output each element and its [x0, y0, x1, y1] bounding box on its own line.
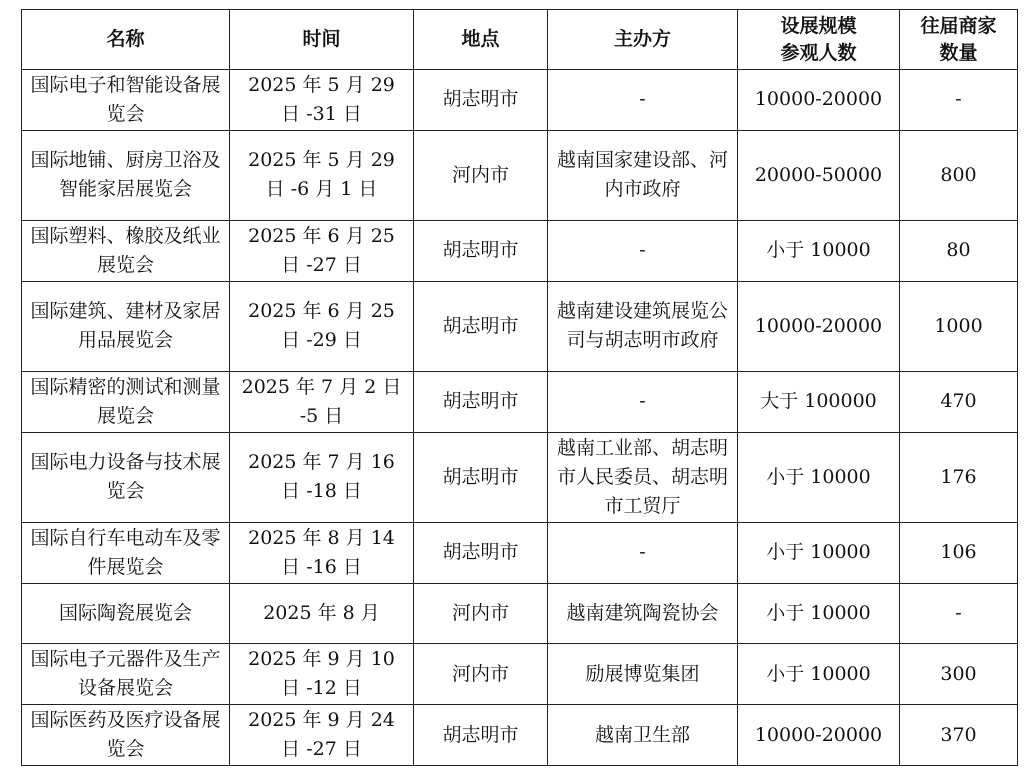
cell-exhibitors: 370: [900, 705, 1018, 766]
cell-time: 2025 年 6 月 25 日 -27 日: [230, 220, 414, 281]
cell-exhibitors: 1000: [900, 281, 1018, 371]
cell-name: 国际陶瓷展览会: [22, 583, 230, 644]
cell-time: 2025 年 8 月 14 日 -16 日: [230, 522, 414, 583]
cell-exhibitors: -: [900, 583, 1018, 644]
cell-location: 胡志明市: [414, 522, 548, 583]
cell-time: 2025 年 7 月 2 日 -5 日: [230, 371, 414, 432]
cell-time: 2025 年 5 月 29 日 -6 月 1 日: [230, 130, 414, 220]
header-time: 时间: [230, 10, 414, 70]
cell-organizer: 励展博览集团: [548, 644, 738, 705]
cell-visitors: 小于 10000: [738, 522, 900, 583]
cell-exhibitors: -: [900, 70, 1018, 131]
cell-visitors: 10000-20000: [738, 705, 900, 766]
cell-visitors: 小于 10000: [738, 432, 900, 522]
cell-organizer: 越南建设建筑展览公司与胡志明市政府: [548, 281, 738, 371]
cell-exhibitors: 470: [900, 371, 1018, 432]
cell-name: 国际精密的测试和测量展览会: [22, 371, 230, 432]
cell-location: 胡志明市: [414, 70, 548, 131]
cell-organizer: -: [548, 371, 738, 432]
cell-location: 胡志明市: [414, 705, 548, 766]
cell-location: 胡志明市: [414, 371, 548, 432]
table-row: [22, 130, 1018, 220]
cell-organizer: -: [548, 220, 738, 281]
cell-exhibitors: 176: [900, 432, 1018, 522]
expo-table: [21, 9, 1018, 766]
cell-location: 河内市: [414, 583, 548, 644]
cell-name: 国际医药及医疗设备展览会: [22, 705, 230, 766]
header-name: 名称: [22, 10, 230, 70]
cell-organizer: 越南卫生部: [548, 705, 738, 766]
cell-time: 2025 年 7 月 16 日 -18 日: [230, 432, 414, 522]
cell-organizer: -: [548, 70, 738, 131]
cell-name: 国际塑料、橡胶及纸业展览会: [22, 220, 230, 281]
cell-exhibitors: 300: [900, 644, 1018, 705]
table-row: [22, 705, 1018, 766]
cell-visitors: 小于 10000: [738, 583, 900, 644]
cell-location: 河内市: [414, 644, 548, 705]
cell-exhibitors: 80: [900, 220, 1018, 281]
header-visitors: 设展规模 参观人数: [738, 10, 900, 70]
cell-visitors: 小于 10000: [738, 644, 900, 705]
cell-visitors: 10000-20000: [738, 70, 900, 131]
cell-name: 国际电子元器件及生产设备展览会: [22, 644, 230, 705]
cell-visitors: 小于 10000: [738, 220, 900, 281]
header-organizer: 主办方: [548, 10, 738, 70]
header-exhibitors: 往届商家 数量: [900, 10, 1018, 70]
cell-time: 2025 年 8 月: [230, 583, 414, 644]
table-row: [22, 432, 1018, 522]
cell-location: 胡志明市: [414, 281, 548, 371]
cell-time: 2025 年 6 月 25 日 -29 日: [230, 281, 414, 371]
table-row: [22, 522, 1018, 583]
cell-exhibitors: 106: [900, 522, 1018, 583]
cell-time: 2025 年 5 月 29 日 -31 日: [230, 70, 414, 131]
cell-time: 2025 年 9 月 10 日 -12 日: [230, 644, 414, 705]
cell-visitors: 大于 100000: [738, 371, 900, 432]
cell-name: 国际建筑、建材及家居用品展览会: [22, 281, 230, 371]
cell-organizer: -: [548, 522, 738, 583]
cell-location: 胡志明市: [414, 432, 548, 522]
cell-exhibitors: 800: [900, 130, 1018, 220]
header-location: 地点: [414, 10, 548, 70]
table-row: [22, 371, 1018, 432]
cell-name: 国际地铺、厨房卫浴及智能家居展览会: [22, 130, 230, 220]
table-row: [22, 644, 1018, 705]
table-body: [22, 70, 1018, 766]
cell-name: 国际电子和智能设备展览会: [22, 70, 230, 131]
cell-location: 胡志明市: [414, 220, 548, 281]
table-row: [22, 70, 1018, 131]
header-row: [22, 10, 1018, 70]
cell-time: 2025 年 9 月 24 日 -27 日: [230, 705, 414, 766]
table-row: [22, 220, 1018, 281]
cell-organizer: 越南工业部、胡志明市人民委员、胡志明市工贸厅: [548, 432, 738, 522]
cell-name: 国际电力设备与技术展览会: [22, 432, 230, 522]
table-header: [22, 10, 1018, 70]
cell-visitors: 10000-20000: [738, 281, 900, 371]
table-row: [22, 281, 1018, 371]
cell-location: 河内市: [414, 130, 548, 220]
cell-name: 国际自行车电动车及零件展览会: [22, 522, 230, 583]
cell-organizer: 越南建筑陶瓷协会: [548, 583, 738, 644]
cell-organizer: 越南国家建设部、河内市政府: [548, 130, 738, 220]
cell-visitors: 20000-50000: [738, 130, 900, 220]
table-row: [22, 583, 1018, 644]
